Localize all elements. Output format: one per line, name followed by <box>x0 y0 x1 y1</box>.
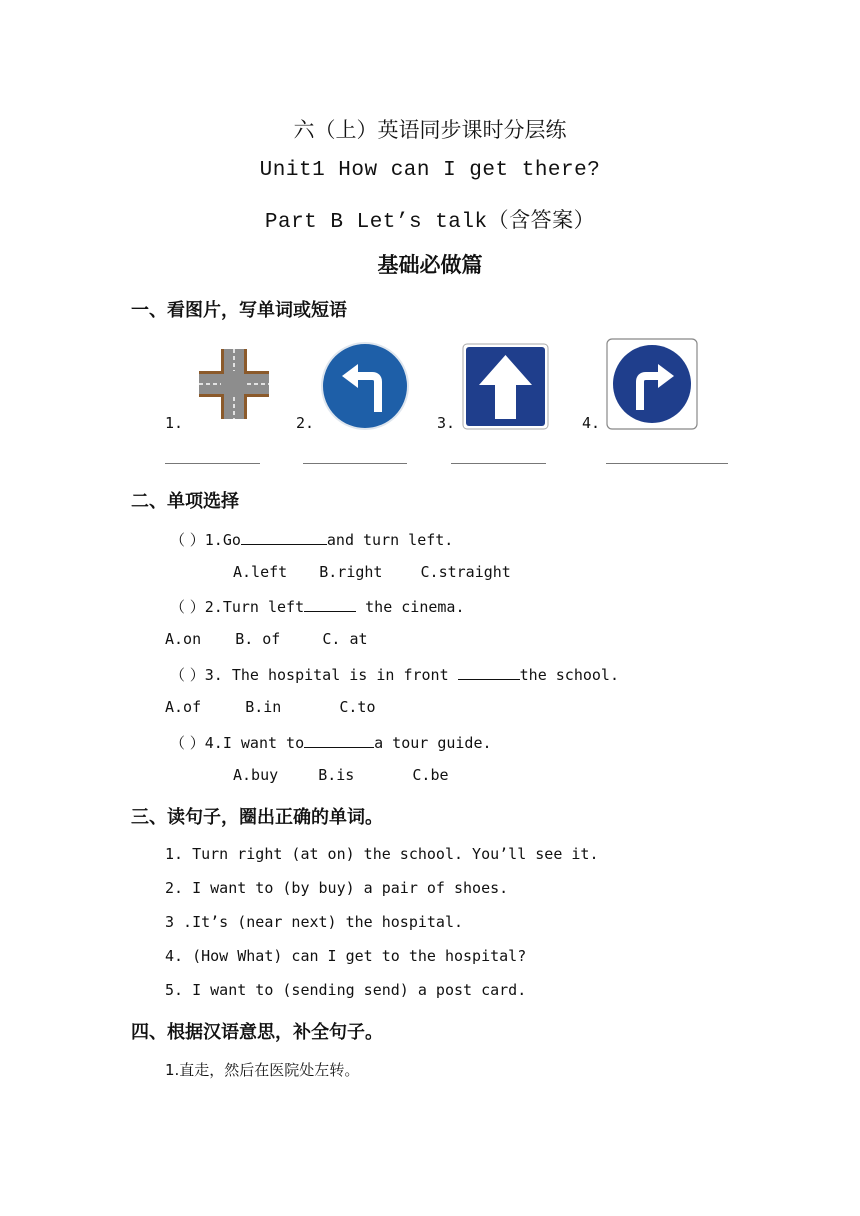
option-a: A.left <box>233 563 288 581</box>
question-2 <box>170 596 465 617</box>
q3-text-end: the school. <box>519 666 619 684</box>
sentence-1: 1. Turn right (at on) the school. You’ll see it. <box>165 845 599 863</box>
answer-paren[interactable]: （ ） <box>170 734 205 752</box>
q2-text-start: 2.Turn left <box>204 598 305 616</box>
option-b: B. of <box>235 630 281 648</box>
q1-text-end: and turn left. <box>326 531 454 549</box>
q3-text-start: 3. The hospital is in front <box>204 666 458 684</box>
option-a: A.buy <box>233 766 279 784</box>
q2-text-end: the cinema. <box>356 598 465 616</box>
item2-number: 2. <box>296 414 315 432</box>
section1-heading: 一、看图片，写单词或短语 <box>131 300 347 321</box>
answer-paren[interactable]: （ ） <box>170 666 205 684</box>
q4-blank[interactable] <box>304 733 374 748</box>
section3-heading: 三、读句子，圈出正确的单词。 <box>131 807 383 828</box>
part-title: Part B Let’s talk（含答案） <box>264 211 596 234</box>
level-title: 基础必做篇 <box>377 253 483 277</box>
q4-text-end: a tour guide. <box>374 734 492 752</box>
translation-item-1: 1.直走，然后在医院处左转。 <box>165 1061 360 1079</box>
q1-text-start: 1.Go <box>204 531 241 549</box>
q2-blank[interactable] <box>304 597 356 612</box>
answer-line-4[interactable] <box>606 463 728 464</box>
turn-left-sign-icon <box>320 342 410 430</box>
answer-line-3[interactable] <box>451 463 546 464</box>
q1-blank[interactable] <box>241 530 327 545</box>
sentence-4: 4. (How What) can I get to the hospital? <box>165 947 527 965</box>
unit-title: Unit1 How can I get there? <box>259 159 601 182</box>
q1-options <box>233 563 511 581</box>
q3-blank[interactable] <box>458 665 520 680</box>
question-3 <box>170 664 619 685</box>
sentence-3: 3 .It’s (near next) the hospital. <box>165 913 464 931</box>
turn-right-sign-icon <box>606 338 698 430</box>
crossroads-icon <box>199 349 269 419</box>
option-b: B.in <box>245 698 282 716</box>
sentence-2: 2. I want to (by buy) a pair of shoes. <box>165 879 509 897</box>
question-1 <box>170 529 453 550</box>
option-b: B.is <box>318 766 355 784</box>
go-straight-sign-icon <box>462 343 549 430</box>
section4-heading: 四、根据汉语意思，补全句子。 <box>131 1022 383 1043</box>
question-4 <box>170 732 492 753</box>
q4-text-start: 4.I want to <box>204 734 305 752</box>
item4-number: 4. <box>582 414 601 432</box>
q3-options <box>165 698 376 716</box>
option-a: A.on <box>165 630 202 648</box>
option-c: C.straight <box>420 563 511 581</box>
option-c: C.to <box>339 698 376 716</box>
option-c: C.be <box>412 766 449 784</box>
option-a: A.of <box>165 698 202 716</box>
answer-line-1[interactable] <box>165 463 260 464</box>
answer-paren[interactable]: （ ） <box>170 598 205 616</box>
answer-paren[interactable]: （ ） <box>170 531 205 549</box>
answer-line-2[interactable] <box>303 463 407 464</box>
option-b: B.right <box>319 563 383 581</box>
option-c: C. at <box>322 630 368 648</box>
q4-options <box>233 766 449 784</box>
document-title: 六（上）英语同步课时分层练 <box>293 118 567 142</box>
sentence-5: 5. I want to (sending send) a post card. <box>165 981 527 999</box>
q2-options <box>165 630 368 648</box>
section2-heading: 二、单项选择 <box>131 491 239 512</box>
item3-number: 3. <box>437 414 456 432</box>
item1-number: 1. <box>165 414 184 432</box>
